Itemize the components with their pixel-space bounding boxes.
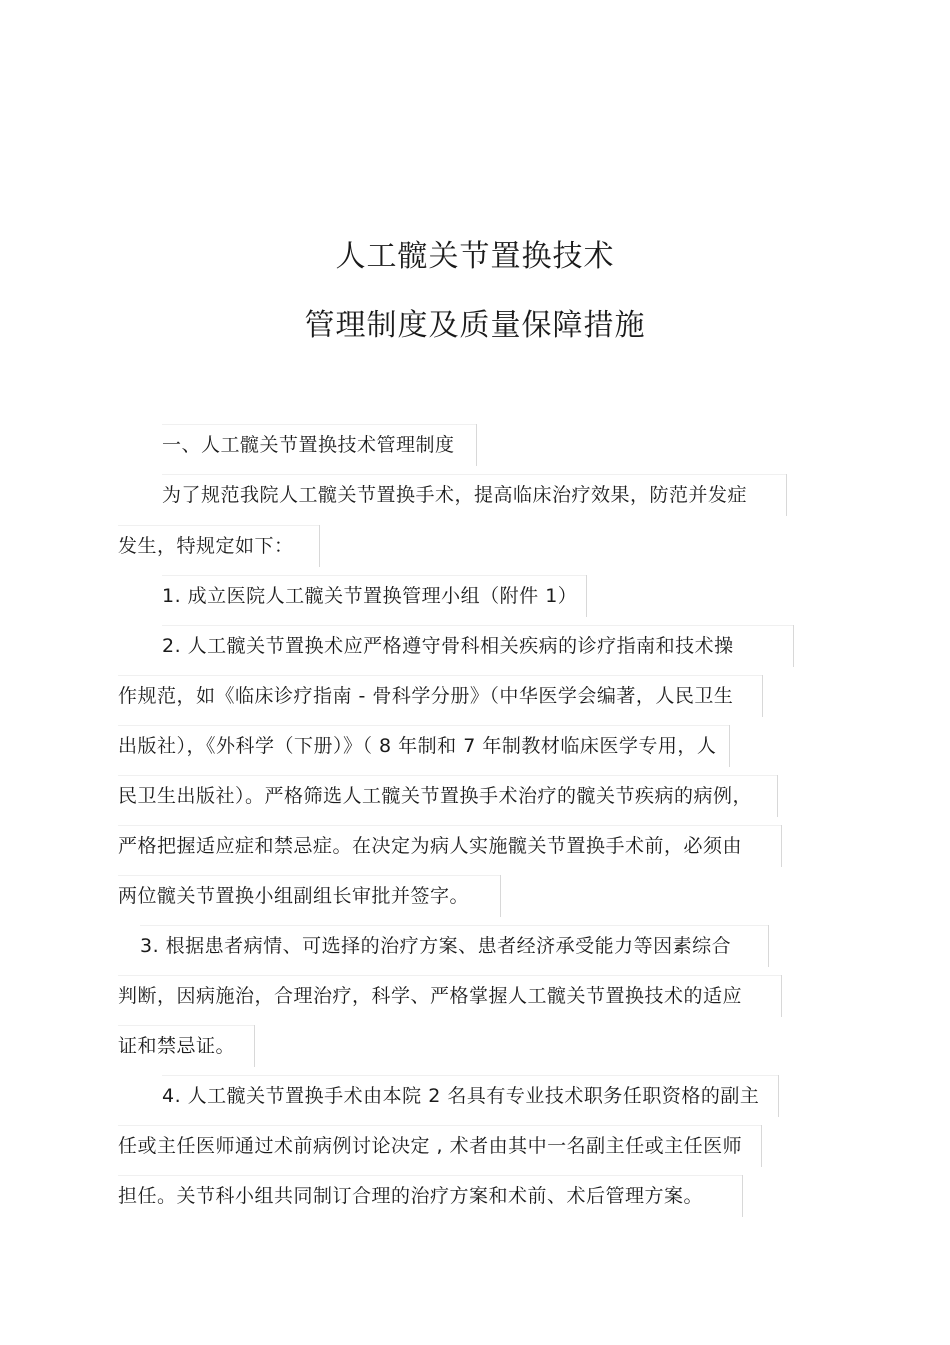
list-item-2-line: 两位髋关节置换小组副组长审批并签字。 (118, 881, 469, 911)
list-item-4-line: 4. 人工髋关节置换手术由本院 2 名具有专业技术职务任职资格的副主 (162, 1081, 759, 1111)
list-item-3-line: 判断，因病施治，合理治疗，科学、严格掌握人工髋关节置换技术的适应 (118, 981, 742, 1011)
document-title-line2: 管理制度及质量保障措施 (304, 308, 646, 343)
list-item-4-line: 担任。关节科小组共同制订合理的治疗方案和术前、术后管理方案。 (118, 1181, 703, 1211)
section-heading: 一、人工髋关节置换技术管理制度 (162, 430, 455, 460)
list-item-3-line: 证和禁忌证。 (118, 1031, 235, 1061)
list-item-4-line: 任或主任医师通过术前病例讨论决定 , 术者由其中一名副主任或主任医师 (118, 1131, 742, 1161)
document-title-line1: 人工髋关节置换技术 (335, 239, 615, 274)
list-item-2-line: 出版社），《外科学（下册）》（ 8 年制和 7 年制教材临床医学专用，人 (118, 731, 716, 761)
intro-paragraph-line: 发生，特规定如下： (118, 531, 294, 561)
list-item-2-line: 民卫生出版社）。严格筛选人工髋关节置换手术治疗的髋关节疾病的病例， (118, 781, 752, 811)
list-item-2-line: 作规范，如《临床诊疗指南 - 骨科学分册》（中华医学会编著，人民卫生 (118, 681, 733, 711)
list-item-1: 1. 成立医院人工髋关节置换管理小组（附件 1） (162, 581, 577, 611)
list-item-3-line: 3. 根据患者病情、可选择的治疗方案、患者经济承受能力等因素综合 (140, 931, 731, 961)
list-item-2-line: 严格把握适应症和禁忌症。在决定为病人实施髋关节置换手术前，必须由 (118, 831, 742, 861)
list-item-2-line: 2. 人工髋关节置换术应严格遵守骨科相关疾病的诊疗指南和技术操 (162, 631, 734, 661)
intro-paragraph-line: 为了规范我院人工髋关节置换手术，提高临床治疗效果，防范并发症 (162, 480, 747, 510)
